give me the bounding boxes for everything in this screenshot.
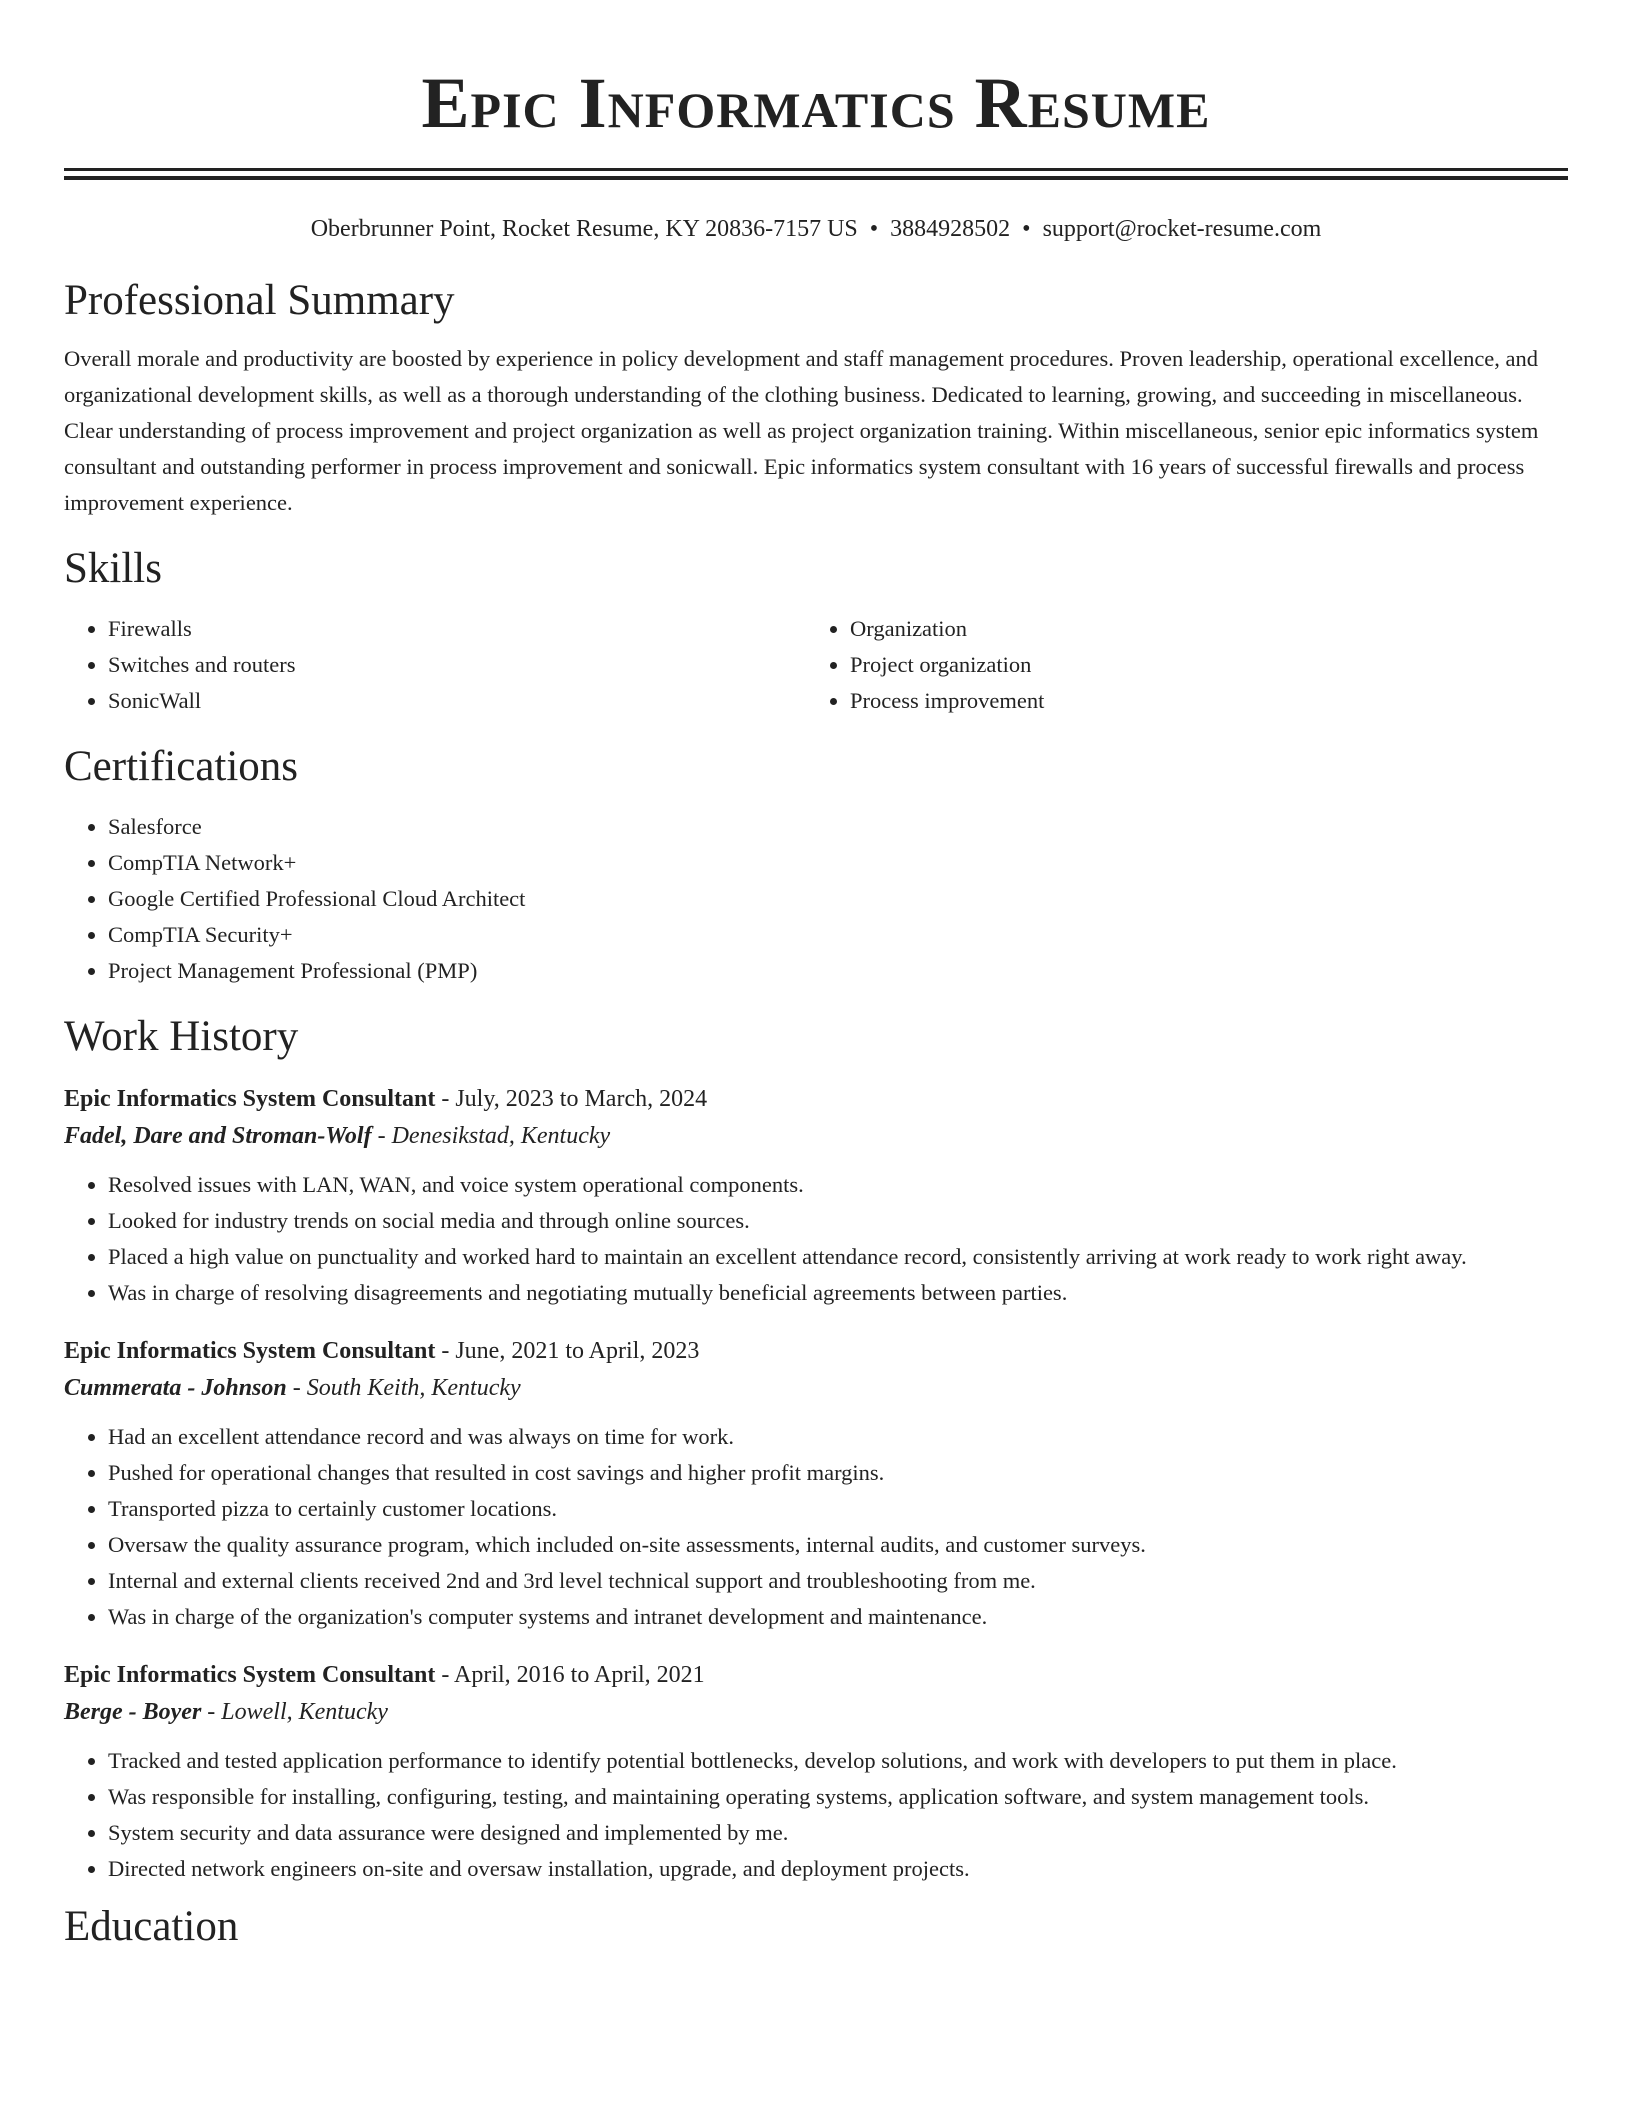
skill-item: • SonicWall [108, 683, 806, 719]
contact-separator: • [1022, 216, 1031, 242]
certifications-list [64, 809, 1568, 989]
certification-item: • CompTIA Network+ [108, 845, 1568, 881]
job-bullet: • Oversaw the quality assurance program, which included on-site assessments, internal audits, and customer surveys. [108, 1527, 1568, 1563]
contact-line [64, 213, 1568, 245]
job-bullet: • Directed network engineers on-site and oversaw installation, upgrade, and deployment projects. [108, 1851, 1568, 1887]
certifications-heading: Certifications [64, 743, 299, 790]
job-location: - South Keith, Kentucky [286, 1375, 521, 1401]
job-bullets [64, 1167, 1568, 1311]
job-bullet: • Was in charge of resolving disagreements and negotiating mutually beneficial agreements between parties. [108, 1275, 1568, 1311]
job-location: - Denesikstad, Kentucky [371, 1123, 611, 1149]
skill-item: • Firewalls [108, 611, 806, 647]
job-bullet: • Internal and external clients received 2nd and 3rd level technical support and troubleshooting from me. [108, 1563, 1568, 1599]
header-double-rule [64, 168, 1568, 180]
job-title: Epic Informatics System Consultant [64, 1662, 436, 1688]
contact-address: Oberbrunner Point, Rocket Resume, KY 20836-7157 US [310, 216, 858, 242]
certification-item: • CompTIA Security+ [108, 917, 1568, 953]
job-bullet: • Was in charge of the organization's computer systems and intranet development and maintenance. [108, 1599, 1568, 1635]
job-title: Epic Informatics System Consultant [64, 1086, 436, 1112]
contact-phone: 3884928502 [890, 216, 1011, 242]
job-bullet: • Placed a high value on punctuality and worked hard to maintain an excellent attendance record, consistently arriving at work ready to work right away. [108, 1239, 1568, 1275]
job-dates: - April, 2016 to April, 2021 [435, 1662, 705, 1688]
summary-text: Overall morale and productivity are boosted by experience in policy development and staff management procedures. Proven leadership, operational excellence, and organizational development skills, as well as a thorough understanding of the clothing business. Dedicated to learning, growing, and succeeding in miscellaneous. Clear understanding of process improvement and project organization as well as project organization training. Within miscellaneous, senior epic informatics system consultant and outstanding performer in process improvement and sonicwall. Epic informatics system consultant with 16 years of successful firewalls and process improvement experience. [64, 346, 1539, 515]
job-bullet: • System security and data assurance were designed and implemented by me. [108, 1815, 1568, 1851]
job-entry [64, 1333, 1568, 1635]
skills-list [64, 611, 1568, 719]
job-title-line [64, 1657, 1568, 1693]
skills-heading: Skills [64, 545, 162, 592]
job-dates: - June, 2021 to April, 2023 [435, 1338, 700, 1364]
skill-item: • Process improvement [850, 683, 1548, 719]
job-bullets [64, 1743, 1568, 1887]
job-entry [64, 1657, 1568, 1887]
job-bullet: • Tracked and tested application performance to identify potential bottlenecks, develop solutions, and work with developers to put them in place. [108, 1743, 1568, 1779]
job-company: Berge - Boyer [64, 1699, 202, 1725]
job-bullets [64, 1419, 1568, 1635]
skill-item: • Project organization [850, 647, 1548, 683]
job-bullet: • Had an excellent attendance record and was always on time for work. [108, 1419, 1568, 1455]
job-company: Fadel, Dare and Stroman-Wolf [64, 1123, 372, 1149]
job-company: Cummerata - Johnson [64, 1375, 287, 1401]
job-bullet: • Was responsible for installing, configuring, testing, and maintaining operating systems, application software, and system management tools. [108, 1779, 1568, 1815]
skill-item: • Organization [850, 611, 1548, 647]
job-entry [64, 1081, 1568, 1311]
job-dates: - July, 2023 to March, 2024 [435, 1086, 708, 1112]
certification-item: • Project Management Professional (PMP) [108, 953, 1568, 989]
job-title-line [64, 1333, 1568, 1369]
certification-item: • Google Certified Professional Cloud Architect [108, 881, 1568, 917]
job-company-line [64, 1117, 1568, 1155]
education-heading: Education [64, 1903, 239, 1950]
skills-column-left [64, 611, 806, 719]
contact-separator: • [869, 216, 879, 242]
summary-heading: Professional Summary [64, 277, 455, 324]
contact-email: support@rocket-resume.com [1042, 216, 1322, 242]
job-bullet: • Resolved issues with LAN, WAN, and voice system operational components. [108, 1167, 1568, 1203]
job-location: - Lowell, Kentucky [201, 1699, 388, 1725]
job-title-line [64, 1081, 1568, 1117]
job-company-line [64, 1369, 1568, 1407]
job-company-line [64, 1693, 1568, 1731]
certification-item: • Salesforce [108, 809, 1568, 845]
job-bullet: • Looked for industry trends on social media and through online sources. [108, 1203, 1568, 1239]
job-bullet: • Transported pizza to certainly customer locations. [108, 1491, 1568, 1527]
job-title: Epic Informatics System Consultant [64, 1338, 436, 1364]
skills-column-right [806, 611, 1548, 719]
work-history-heading: Work History [64, 1013, 299, 1060]
skill-item: • Switches and routers [108, 647, 806, 683]
job-bullet: • Pushed for operational changes that resulted in cost savings and higher profit margins. [108, 1455, 1568, 1491]
resume-title: Epic Informatics Resume [421, 63, 1211, 143]
